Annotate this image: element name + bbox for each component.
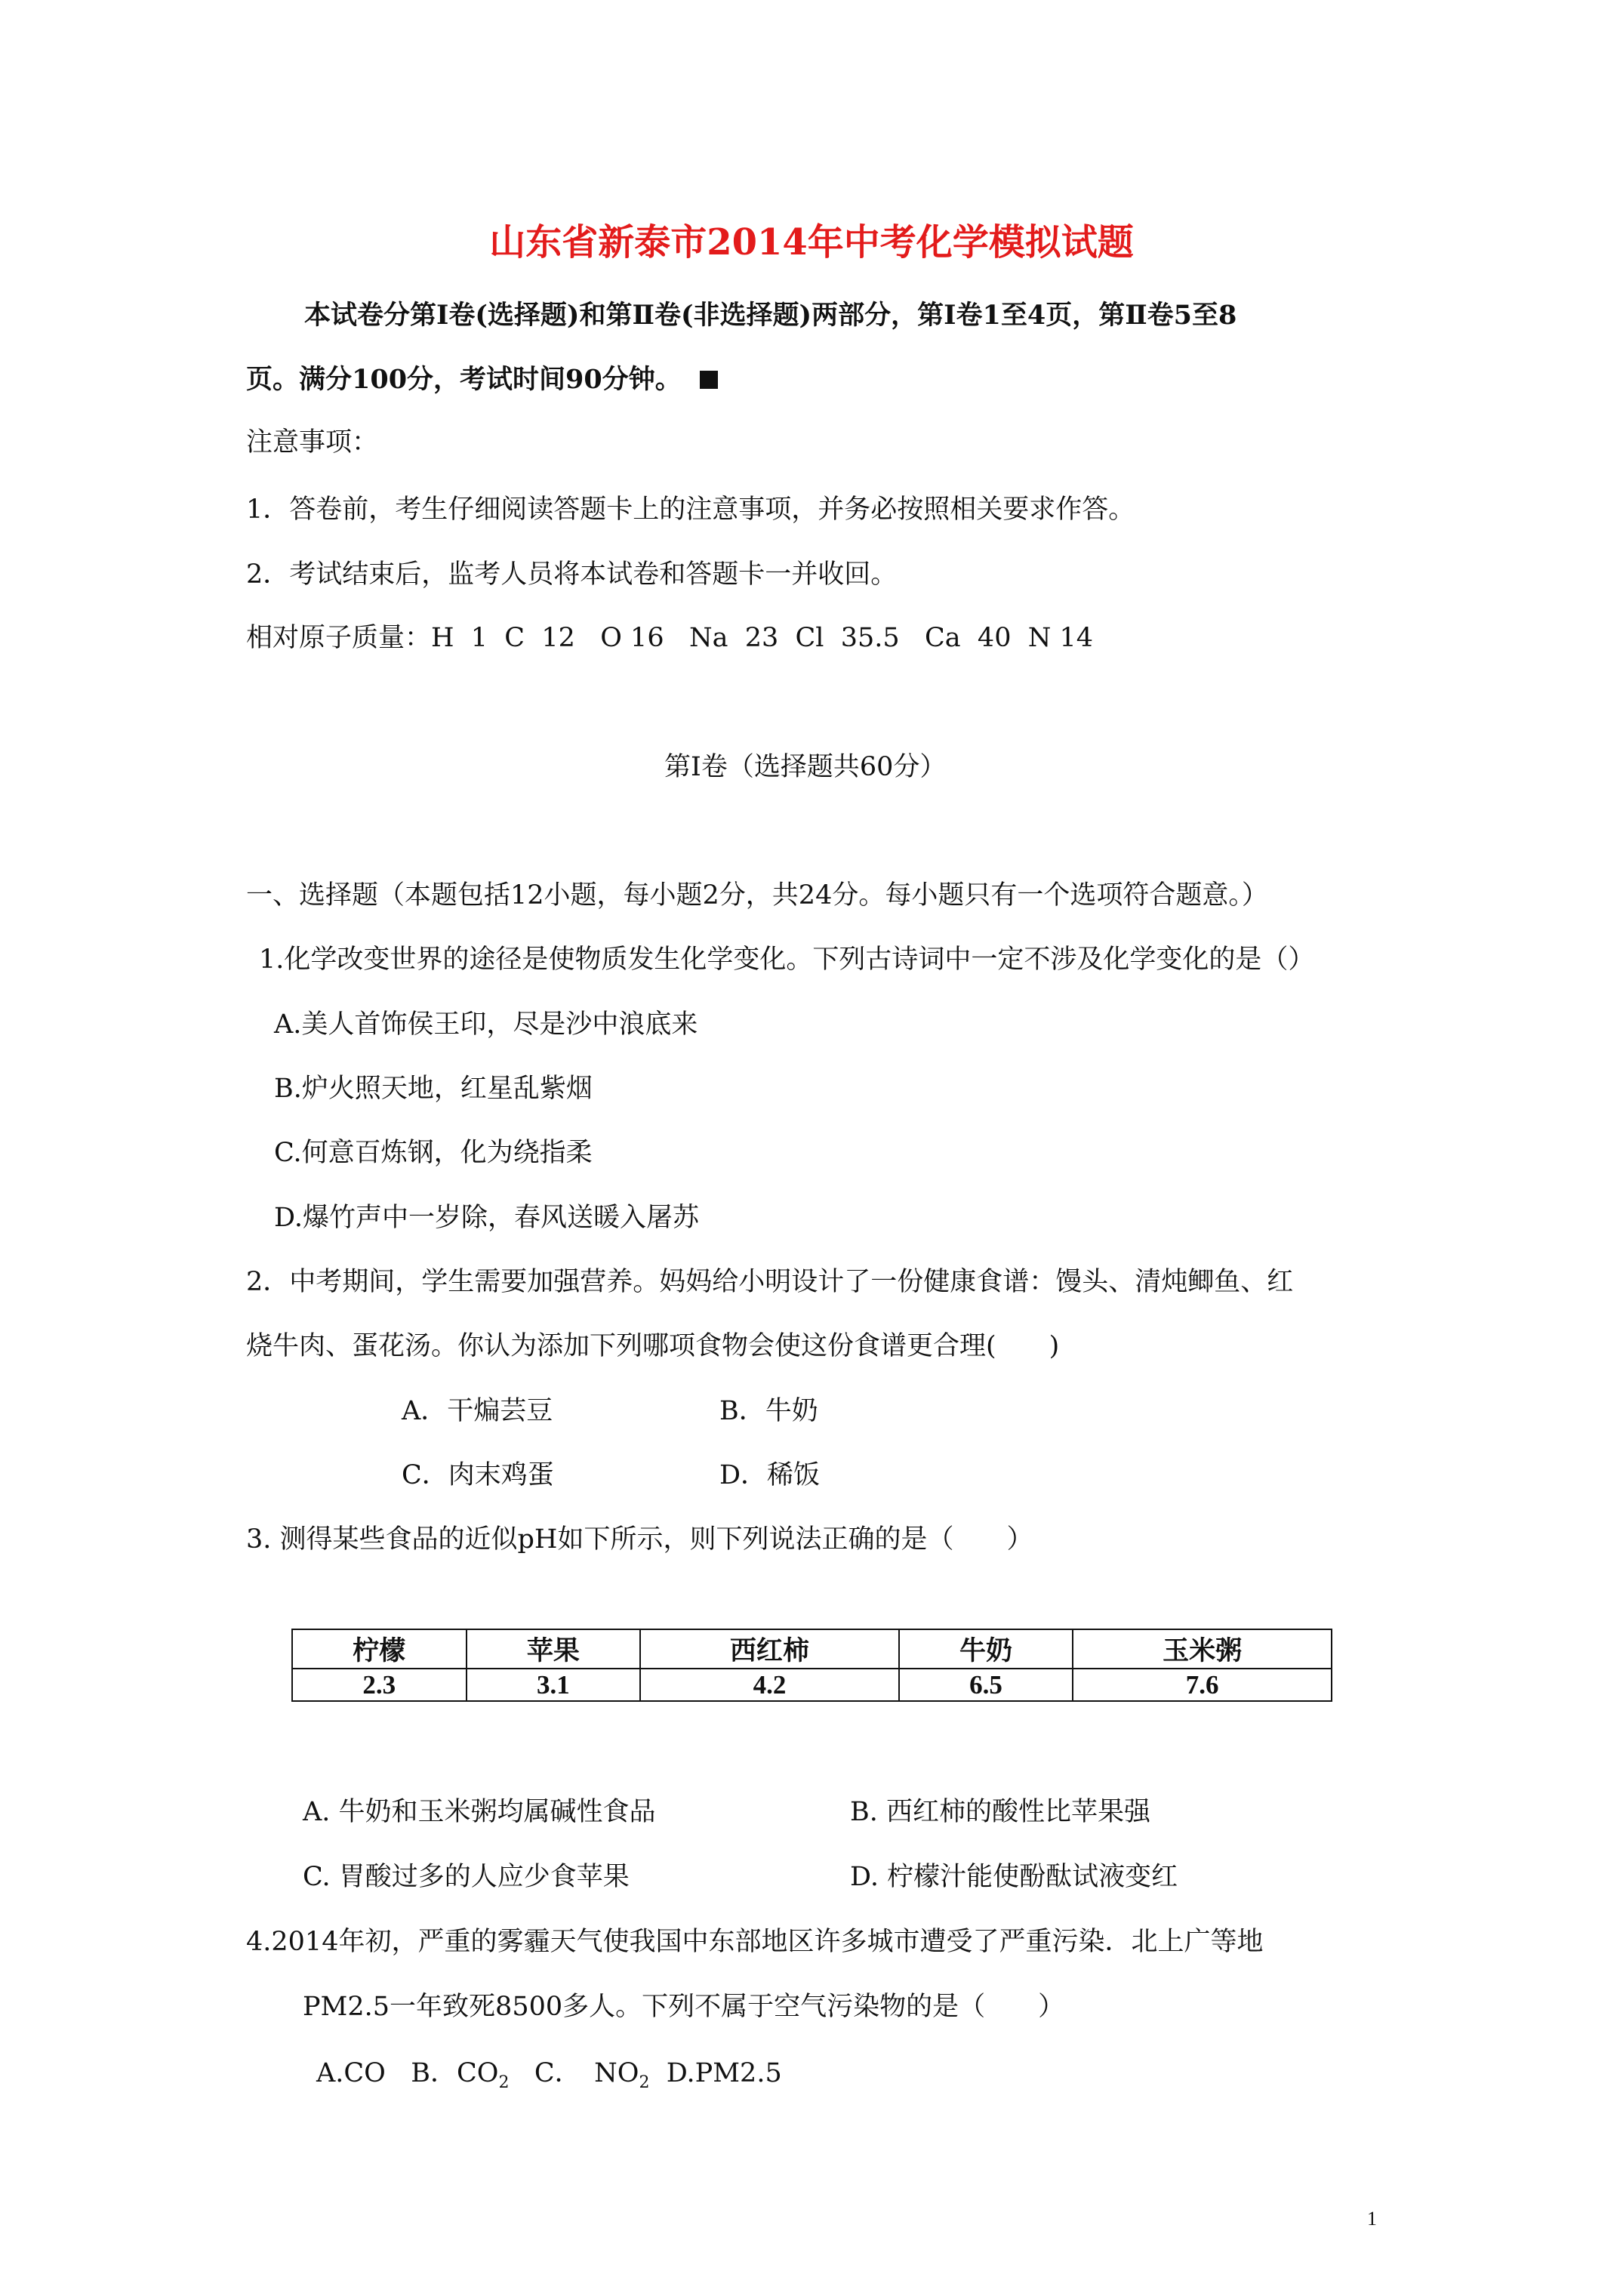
q3-option-c: C. 胃酸过多的人应少食苹果 (303, 1862, 630, 1892)
q3-option-b: B. 西红柿的酸性比苹果强 (850, 1797, 1150, 1827)
notes-item-2: 2．考试结束后，监考人员将本试卷和答题卡一并收回。 (246, 559, 898, 590)
q4-options (316, 2056, 782, 2100)
ph-value-cell: 3.1 (467, 1669, 641, 1701)
ph-value-cell: 7.6 (1073, 1669, 1332, 1701)
q2-option-a: A．干煸芸豆 (402, 1396, 553, 1426)
q4-option-a: A.CO (316, 2058, 386, 2088)
q4-option-c-text: C． NO (534, 2058, 639, 2088)
ph-value-cell: 4.2 (640, 1669, 899, 1701)
q1-option-b: B.炉火照天地，红星乱紫烟 (274, 1074, 593, 1104)
intro-line-2 (246, 362, 718, 397)
ph-header-cell: 柠檬 (292, 1629, 467, 1669)
q2-line-1: 2．中考期间，学生需要加强营养。妈妈给小明设计了一份健康食谱：馒头、清炖鲫鱼、红 (246, 1267, 1294, 1297)
page-number: 1 (1367, 2208, 1377, 2230)
intro-line-2-text: 页。满分100分，考试时间90分钟。 (246, 364, 682, 395)
q4-line-1: 4.2014年初，严重的雾霾天气使我国中东部地区许多城市遭受了严重污染．北上广等地 (246, 1927, 1264, 1957)
notes-item-1: 1．答卷前，考生仔细阅读答题卡上的注意事项，并务必按照相关要求作答。 (246, 495, 1135, 525)
ph-header-cell: 玉米粥 (1073, 1629, 1332, 1669)
q1-option-c: C.何意百炼钢，化为绕指柔 (274, 1138, 593, 1168)
q4-line-2: PM2.5一年致死8500多人。下列不属于空气污染物的是（ ） (303, 1992, 1065, 2022)
section-title: 第Ⅰ卷（选择题共60分） (664, 752, 947, 782)
ph-value-cell: 6.5 (899, 1669, 1073, 1701)
atomic-mass-line: 相对原子质量：H 1 C 12 O 16 Na 23 Cl 35.5 Ca 40 N 14 (246, 623, 1094, 653)
q2-option-d: D．稀饭 (719, 1460, 821, 1490)
q4-option-c-subscript: 2 (639, 2073, 650, 2092)
q3-stem: 3. 测得某些食品的近似pH如下所示，则下列说法正确的是（ ） (246, 1524, 1033, 1555)
q1-stem: 1.化学改变世界的途径是使物质发生化学变化。下列古诗词中一定不涉及化学变化的是（） (259, 945, 1315, 975)
notes-heading: 注意事项： (246, 427, 379, 458)
ph-table-header-row (292, 1629, 1332, 1669)
q4-option-c (534, 2058, 650, 2092)
q2-option-b: B．牛奶 (719, 1396, 818, 1426)
q4-option-b-text: B．CO (411, 2058, 499, 2088)
page-title: 山东省新泰市2014年中考化学模拟试题 (489, 221, 1134, 264)
q1-option-a: A.美人首饰侯王印，尽是沙中浪底来 (274, 1009, 698, 1040)
intro-line-1: 本试卷分第Ⅰ卷(选择题)和第Ⅱ卷(非选择题)两部分，第Ⅰ卷1至4页，第Ⅱ卷5至8 (304, 300, 1237, 331)
q4-option-d: D.PM2.5 (666, 2058, 782, 2088)
q4-option-b (411, 2058, 510, 2092)
ph-table (291, 1629, 1332, 1702)
ph-value-cell: 2.3 (292, 1669, 467, 1701)
q1-option-d: D.爆竹声中一岁除，春风送暖入屠苏 (274, 1203, 699, 1233)
ph-header-cell: 苹果 (467, 1629, 641, 1669)
part1-heading: 一、选择题（本题包括12小题，每小题2分，共24分。每小题只有一个选项符合题意。） (246, 880, 1268, 911)
q2-option-c: C．肉末鸡蛋 (402, 1460, 554, 1490)
ph-table-value-row (292, 1669, 1332, 1701)
q3-option-a: A. 牛奶和玉米粥均属碱性食品 (303, 1797, 656, 1827)
ph-header-cell: 牛奶 (899, 1629, 1073, 1669)
q3-option-d: D. 柠檬汁能使酚酞试液变红 (850, 1862, 1178, 1892)
q2-line-2: 烧牛肉、蛋花汤。你认为添加下列哪项食物会使这份食谱更合理( ) (246, 1331, 1060, 1361)
q4-option-b-subscript: 2 (498, 2073, 510, 2092)
ph-header-cell: 西红柿 (640, 1629, 899, 1669)
black-square-icon (700, 371, 718, 389)
